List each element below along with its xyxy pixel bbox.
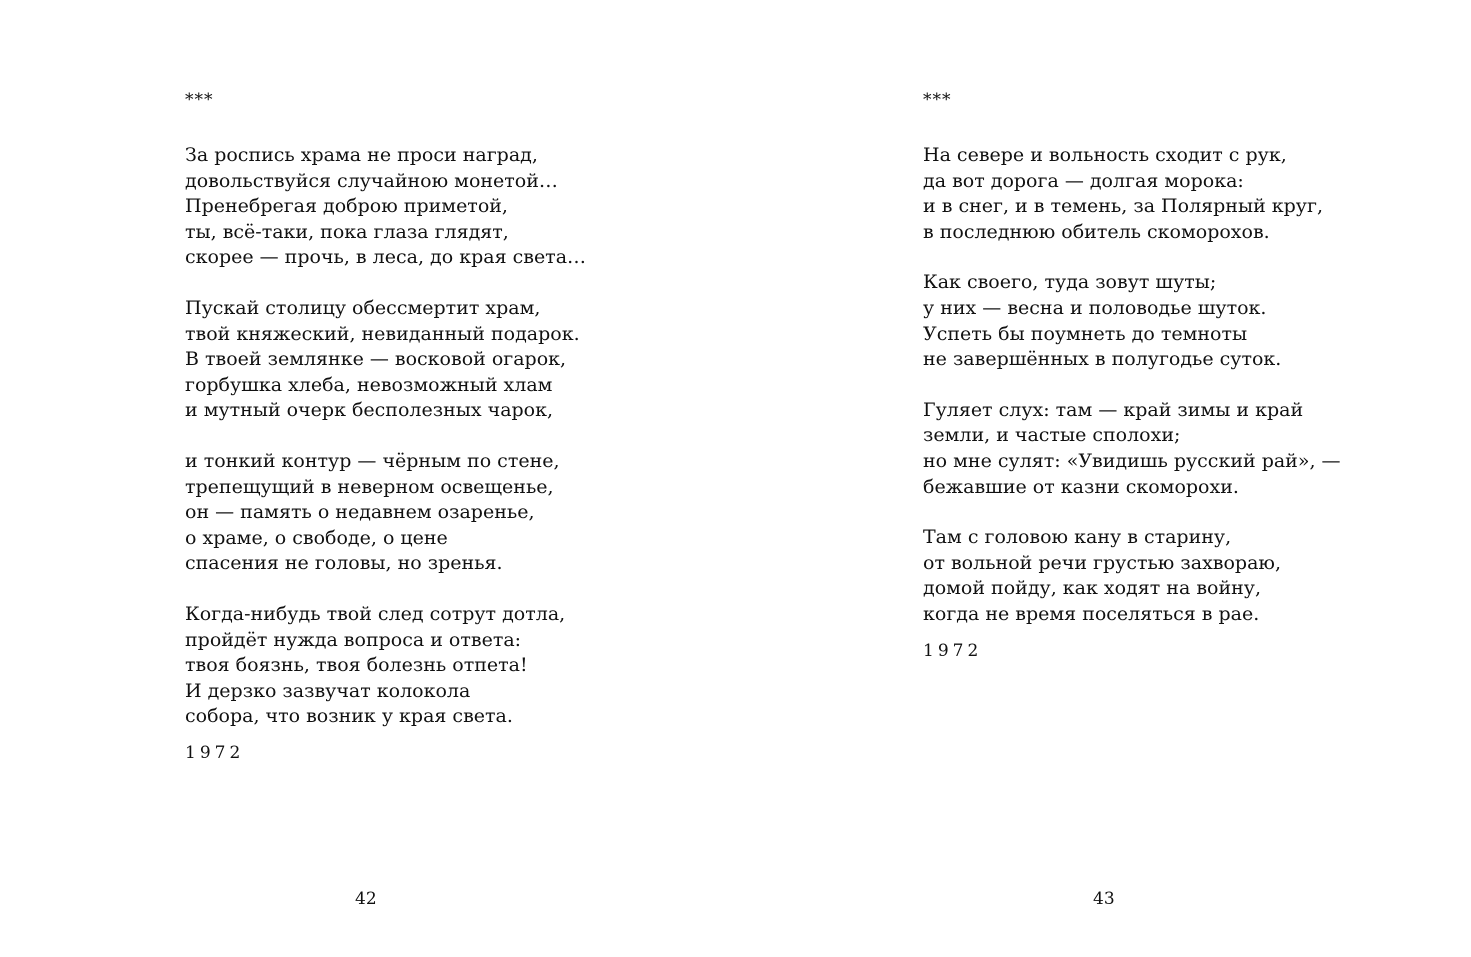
poem-line: довольствуйся случайною монетой… xyxy=(185,169,558,192)
poem-line: и в снег, и в темень, за Полярный круг, xyxy=(923,195,1323,218)
poem-line: бежавшие от казни скоморохи. xyxy=(923,475,1239,498)
poem-line: у них — весна и половодье шуток. xyxy=(923,296,1267,319)
poem-line: Там с головою кану в старину, xyxy=(923,526,1232,549)
poem-line: да вот дорога — долгая морока: xyxy=(923,169,1244,192)
poem-line: о храме, о свободе, о цене xyxy=(185,526,448,549)
poem-line: За роспись храма не проси наград, xyxy=(185,144,538,166)
stanza xyxy=(923,270,1341,372)
poem-line: скорее — прочь, в леса, до края света… xyxy=(185,246,587,269)
poem-line: и мутный очерк бесполезных чарок, xyxy=(185,399,554,422)
poem-right xyxy=(923,89,1341,664)
poem-separator: *** xyxy=(923,90,952,110)
stanza xyxy=(185,449,586,577)
poem-left xyxy=(185,89,586,766)
poem-line: домой пойду, как ходят на войну, xyxy=(923,577,1262,600)
stanza xyxy=(923,143,1341,245)
poem-line: он — память о недавнем озаренье, xyxy=(185,501,535,524)
poem-line: Гуляет слух: там — край зимы и край xyxy=(923,398,1304,421)
poem-line: ты, всё-таки, пока глаза глядят, xyxy=(185,220,509,243)
poem-line: когда не время поселяться в рае. xyxy=(923,602,1260,625)
poem-line: Успеть бы поумнеть до темноты xyxy=(923,322,1248,345)
poem-line: И дерзко зазвучат колокола xyxy=(185,679,471,702)
poem-year: 1972 xyxy=(185,742,245,763)
stanza xyxy=(185,296,586,424)
poem-line: спасения не головы, но зренья. xyxy=(185,552,503,575)
poem-line: трепещущий в неверном освещенье, xyxy=(185,475,554,498)
poem-line: земли, и частые сполохи; xyxy=(923,424,1181,447)
poem-line: горбушка хлеба, невозможный хлам xyxy=(185,373,553,396)
poem-line: Пускай столицу обессмертит храм, xyxy=(185,296,541,319)
poem-line: в последнюю обитель скоморохов. xyxy=(923,220,1270,243)
left-page xyxy=(0,0,735,957)
poem-line: Пренебрегая доброю приметой, xyxy=(185,195,508,218)
stanza xyxy=(923,398,1341,500)
poem-line: пройдёт нужда вопроса и ответа: xyxy=(185,628,522,651)
poem-year: 1972 xyxy=(923,640,983,661)
poem-line: и тонкий контур — чёрным по стене, xyxy=(185,449,560,472)
poem-separator: *** xyxy=(185,90,214,110)
poem-line: На севере и вольность сходит с рук, xyxy=(923,144,1287,166)
poem-line: не завершённых в полугодье суток. xyxy=(923,348,1282,371)
poem-line: но мне сулят: «Увидишь русский рай», — xyxy=(923,449,1341,472)
poem-line: от вольной речи грустью захвораю, xyxy=(923,551,1282,574)
poem-line: собора, что возник у края света. xyxy=(185,705,513,728)
right-page xyxy=(736,0,1471,957)
page-number: 42 xyxy=(355,889,377,909)
page-number: 43 xyxy=(1093,889,1115,909)
stanza xyxy=(185,602,586,730)
poem-line: твой княжеский, невиданный подарок. xyxy=(185,322,580,345)
poem-line: твоя боязнь, твоя болезнь отпета! xyxy=(185,654,528,677)
stanza xyxy=(923,525,1341,627)
poem-line: В твоей землянке — восковой огарок, xyxy=(185,348,567,371)
poem-line: Когда-нибудь твой след сотрут дотла, xyxy=(185,602,566,625)
poem-line: Как своего, туда зовут шуты; xyxy=(923,271,1217,294)
stanza xyxy=(185,143,586,271)
